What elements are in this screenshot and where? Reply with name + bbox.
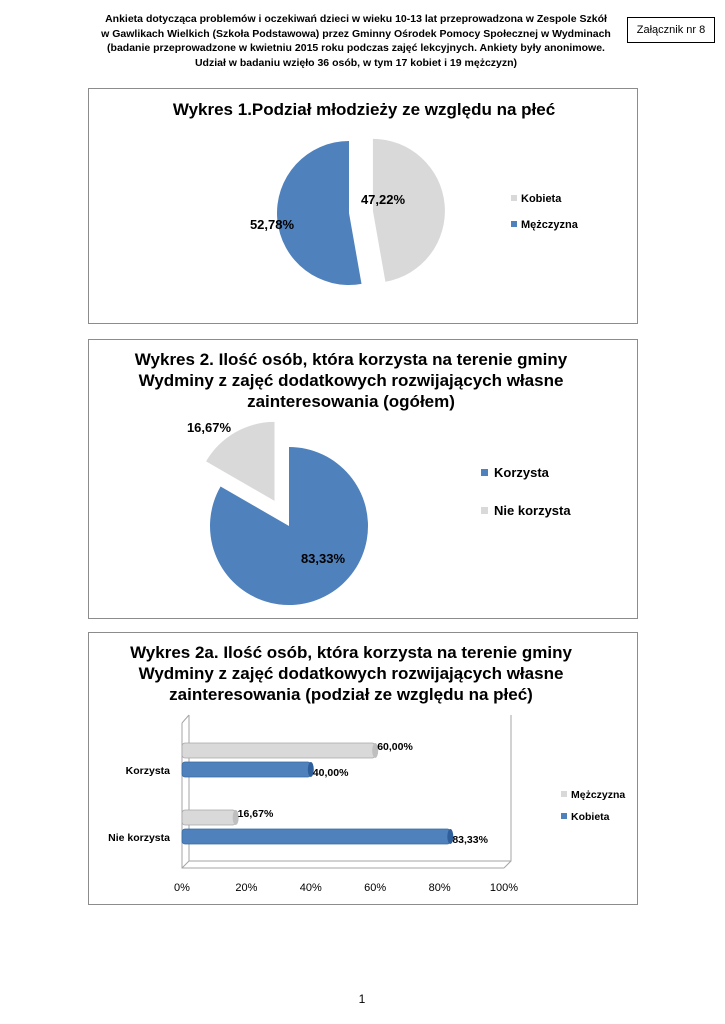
- pie-slice-mezczyzna: [277, 141, 362, 285]
- bar-mężczyzna-1: [182, 810, 236, 825]
- annex-label: Załącznik nr 8: [627, 17, 715, 43]
- chart-participation-total: [88, 339, 638, 619]
- legend-swatch-mezczyzna-2a: [561, 791, 567, 797]
- bar-value-label: 16,67%: [237, 808, 274, 820]
- legend-swatch-korzysta: [481, 469, 488, 476]
- chart-1-slices: [277, 139, 445, 285]
- chart-3-legend-kobieta: Kobieta: [571, 811, 610, 823]
- header-line-2: w Gawlikach Wielkich (Szkoła Podstawowa) przez Gminny Ośrodek Pomocy Społecznej w Wydminach: [101, 27, 611, 40]
- chart-2-title-line-1: Wykres 2. Ilość osób, która korzysta na terenie gminy: [134, 350, 568, 369]
- chart-3-category-korzysta: Korzysta: [125, 765, 170, 777]
- chart-1-legend-kobieta: Kobieta: [521, 193, 562, 205]
- legend-swatch-mezczyzna: [511, 221, 517, 227]
- chart-2-label-nie-korzysta: 16,67%: [186, 420, 232, 435]
- chart-2-svg: [89, 340, 639, 620]
- chart-2-title-line-2: Wydminy z zajęć dodatkowych rozwijających własne: [138, 371, 564, 390]
- bar-value-label: 60,00%: [377, 741, 413, 753]
- chart-2-label-korzysta: 83,33%: [300, 551, 346, 566]
- chart-3-svg: [89, 633, 639, 906]
- x-tick-label: 0%: [174, 882, 190, 894]
- chart-3-title-line-1: Wykres 2a. Ilość osób, która korzysta na terenie gminy: [130, 643, 572, 662]
- pie-slice-kobieta: [373, 139, 445, 282]
- chart-2-legend-korzysta: Korzysta: [494, 465, 549, 480]
- chart-1-title: Wykres 1.Podział młodzieży ze względu na płeć: [172, 100, 556, 119]
- chart-3-legend-mezczyzna: Mężczyzna: [571, 789, 626, 801]
- chart-3-category-nie-korzysta: Nie korzysta: [108, 832, 170, 844]
- header-line-3: (badanie przeprowadzone w kwietniu 2015 roku podczas zajęć lekcyjnych. Ankiety były anonimowe.: [107, 42, 605, 54]
- bar-kobieta-0: [182, 762, 311, 777]
- document-header: [96, 12, 616, 70]
- legend-swatch-kobieta-2a: [561, 813, 567, 819]
- chart-3-bars: [182, 741, 489, 846]
- header-line-4: Udział w badaniu wzięło 36 osób, w tym 17 kobiet i 19 mężczyzn): [194, 56, 518, 69]
- chart-2-title-line-3: zainteresowania (ogółem): [247, 392, 455, 411]
- chart-1-label-mezczyzna: 52,78%: [249, 217, 295, 232]
- x-tick-label: 20%: [235, 882, 258, 894]
- x-tick-label: 40%: [299, 882, 322, 894]
- header-line-1: Ankieta dotycząca problemów i oczekiwań dzieci w wieku 10-13 lat przeprowadzona w Zespole Szkół: [105, 13, 607, 25]
- chart-1-svg: [89, 89, 639, 325]
- chart-1-legend-mezczyzna: Mężczyzna: [521, 219, 578, 231]
- chart-2-slices: [206, 422, 368, 605]
- chart-3-title-line-3: zainteresowania (podział ze względu na płeć): [169, 685, 533, 704]
- chart-gender-split: [88, 88, 638, 324]
- bar-kobieta-1: [182, 829, 450, 844]
- chart-3-ticks: [174, 882, 518, 894]
- chart-3-title-line-2: Wydminy z zajęć dodatkowych rozwijających własne: [138, 664, 564, 683]
- x-tick-label: 100%: [489, 882, 519, 894]
- legend-swatch-kobieta: [511, 195, 517, 201]
- chart-2-legend-nie-korzysta: Nie korzysta: [494, 503, 571, 518]
- x-tick-label: 80%: [428, 882, 451, 894]
- bar-mężczyzna-0: [182, 743, 375, 758]
- chart-1-label-kobieta: 47,22%: [360, 192, 406, 207]
- page-number: 1: [358, 992, 366, 1006]
- x-tick-label: 60%: [364, 882, 387, 894]
- legend-swatch-nie-korzysta: [481, 507, 488, 514]
- bar-value-label: 83,33%: [452, 834, 488, 846]
- bar-value-label: 40,00%: [312, 767, 349, 779]
- chart-participation-by-gender: [88, 632, 638, 905]
